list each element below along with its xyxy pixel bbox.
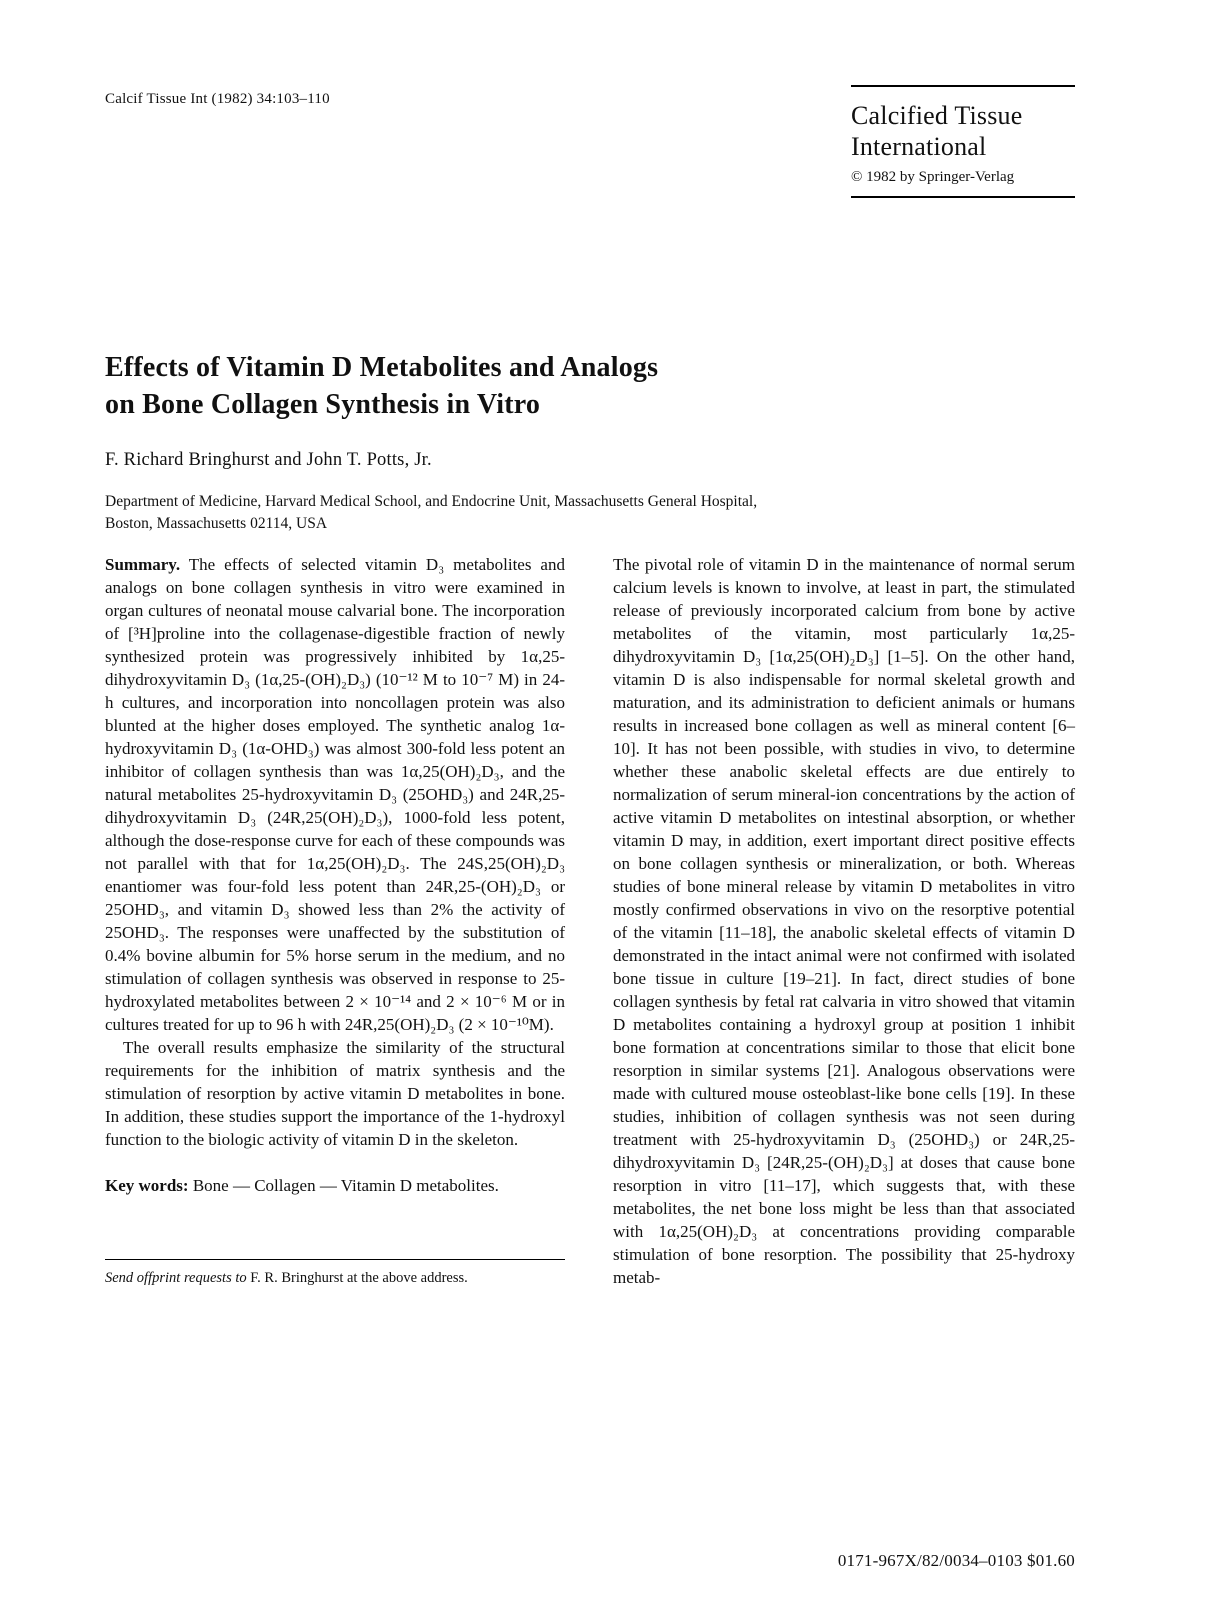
introduction-paragraph-1: The pivotal role of vitamin D in the maintenance of normal serum calcium levels is known to involve, at least in part, the stimulated release of previously incorporated calcium from bone by active metabolites of the vitamin, most particularly 1α,25-dihydroxyvitamin D₃ [1α,25(OH)₂D₃] [1–5]. On the other hand, vitamin D is also indispensable for normal skeletal growth and maturation, and its administration to deficient animals or humans results in increased bone collagen as well as mineral content [6–10]. It has not been possible, with studies in vivo, to determine whether these anabolic skeletal effects are due entirely to normalization of serum mineral-ion concentrations by the action of active vitamin D metabolites on intestinal absorption, or whether vitamin D may, in addition, exert important direct positive effects on bone collagen synthesis or mineralization, or both. Whereas studies of bone mineral release by vitamin D metabolites in vitro mostly confirmed observations in vivo on the resorptive potential of the vitamin [11–18], the anabolic skeletal effects of vitamin D demonstrated in the intact animal were not confirmed with isolated bone tissue in culture [19–21]. In fact, direct studies of bone collagen synthesis by fetal rat calvaria in vitro showed that vitamin D metabolites containing a hydroxyl group at position 1 inhibit bone formation at concentrations similar to those that elicit bone resorption in similar systems [21]. Analogous observations were made with cultured mouse osteoblast-like bone cells [19]. In these studies, inhibition of collagen synthesis was not seen during treatment with 25-hydroxyvitamin D₃ (25OHD₃) or 24R,25-dihydroxyvitamin D₃ [24R,25-(OH)₂D₃] at doses that cause bone resorption in vitro [11–17], which suggests that, with these metabolites, the net bone loss might be less than that associated with 1α,25(OH)₂D₃ at concentrations providing comparable stimulation of bone resorption. The possibility that 25-hydroxy metab- — [613, 554, 1075, 1287]
summary-label: Summary. — [105, 554, 181, 574]
article-title — [105, 350, 1075, 424]
right-column — [613, 553, 1075, 1289]
summary-paragraph-1 — [105, 553, 565, 1036]
journal-citation: Calcif Tissue Int (1982) 34:103–110 — [105, 91, 330, 107]
copyright-notice: © 1982 by Springer-Verlag — [851, 169, 1015, 186]
masthead-rule-bottom — [851, 196, 1075, 198]
journal-name — [851, 101, 1075, 162]
journal-name-line1: Calcified Tissue — [851, 101, 1023, 130]
offprint-footnote — [105, 1247, 565, 1289]
keywords-text: Bone — Collagen — Vitamin D metabolites. — [192, 1175, 499, 1195]
keywords-line — [105, 1174, 565, 1197]
footnote-text — [105, 1269, 565, 1289]
journal-name-line2: International — [851, 131, 987, 161]
journal-masthead — [851, 85, 1075, 198]
article-title-line2: on Bone Collagen Synthesis in Vitro — [105, 389, 541, 421]
summary-paragraph-2: The overall results emphasize the similarity of the structural requirements for the inhibition of matrix synthesis and the stimulation of resorption by active vitamin D metabolites in bone. In addition, these studies support the importance of the 1-hydroxyl function to the biologic activity of vitamin D in the skeleton. — [105, 1037, 565, 1149]
page-header — [105, 85, 1075, 198]
summary-paragraph-1-text: The effects of selected vitamin D₃ metabolites and analogs on bone collagen synthesis in vitro were examined in organ cultures of neonatal mouse calvarial bone. The incorporation of [³H]proline into the collagenase-digestible fraction of newly synthesized protein was progressively inhibited by 1α,25-dihydroxyvitamin D₃ (1α,25-(OH)₂D₃) (10⁻¹² M to 10⁻⁷ M) in 24-h cultures, and incorporation into noncollagen protein was also blunted at the higher doses employed. The synthetic analog 1α-hydroxyvitamin D₃ (1α-OHD₃) was almost 300-fold less potent an inhibitor of collagen synthesis than was 1α,25(OH)₂D₃, and the natural metabolites 25-hydroxyvitamin D₃ (25OHD₃) and 24R,25-dihydroxyvitamin D₃ (24R,25(OH)₂D₃), 1000-fold less potent, although the dose-response curve for each of these compounds was not parallel with that for 1α,25(OH)₂D₃. The 24S,25(OH)₂D₃ enantiomer was four-fold less potent than 24R,25-(OH)₂D₃ or 25OHD₃, and vitamin D₃ showed less than 2% the activity of 25OHD₃. The responses were unaffected by the substitution of 0.4% bovine albumin for 5% horse serum in the medium, and no stimulation of collagen synthesis was observed in response to 25-hydroxylated metabolites between 2 × 10⁻¹⁴ and 2 × 10⁻⁶ M or in cultures treated for up to 96 h with 24R,25(OH)₂D₃ (2 × 10⁻¹⁰M). — [105, 554, 565, 1034]
footnote-rest: F. R. Bringhurst at the above address. — [250, 1270, 468, 1287]
affiliation-line2: Boston, Massachusetts 02114, USA — [105, 514, 328, 532]
author-affiliation — [105, 491, 1075, 534]
affiliation-line1: Department of Medicine, Harvard Medical School, and Endocrine Unit, Massachusetts General Hospital, — [105, 493, 758, 511]
article-fee-code: 0171-967X/82/0034–0103 $01.60 — [837, 1551, 1075, 1570]
masthead-rule-top — [851, 85, 1075, 87]
keywords-label: Key words: — [105, 1175, 189, 1195]
author-names: F. Richard Bringhurst and John T. Potts, Jr. — [105, 450, 432, 471]
footnote-rule — [105, 1259, 565, 1260]
article-title-line1: Effects of Vitamin D Metabolites and Analogs — [105, 352, 659, 384]
article-body — [105, 553, 1075, 1289]
left-column — [105, 553, 565, 1289]
footnote-lead: Send offprint requests to — [105, 1270, 247, 1287]
